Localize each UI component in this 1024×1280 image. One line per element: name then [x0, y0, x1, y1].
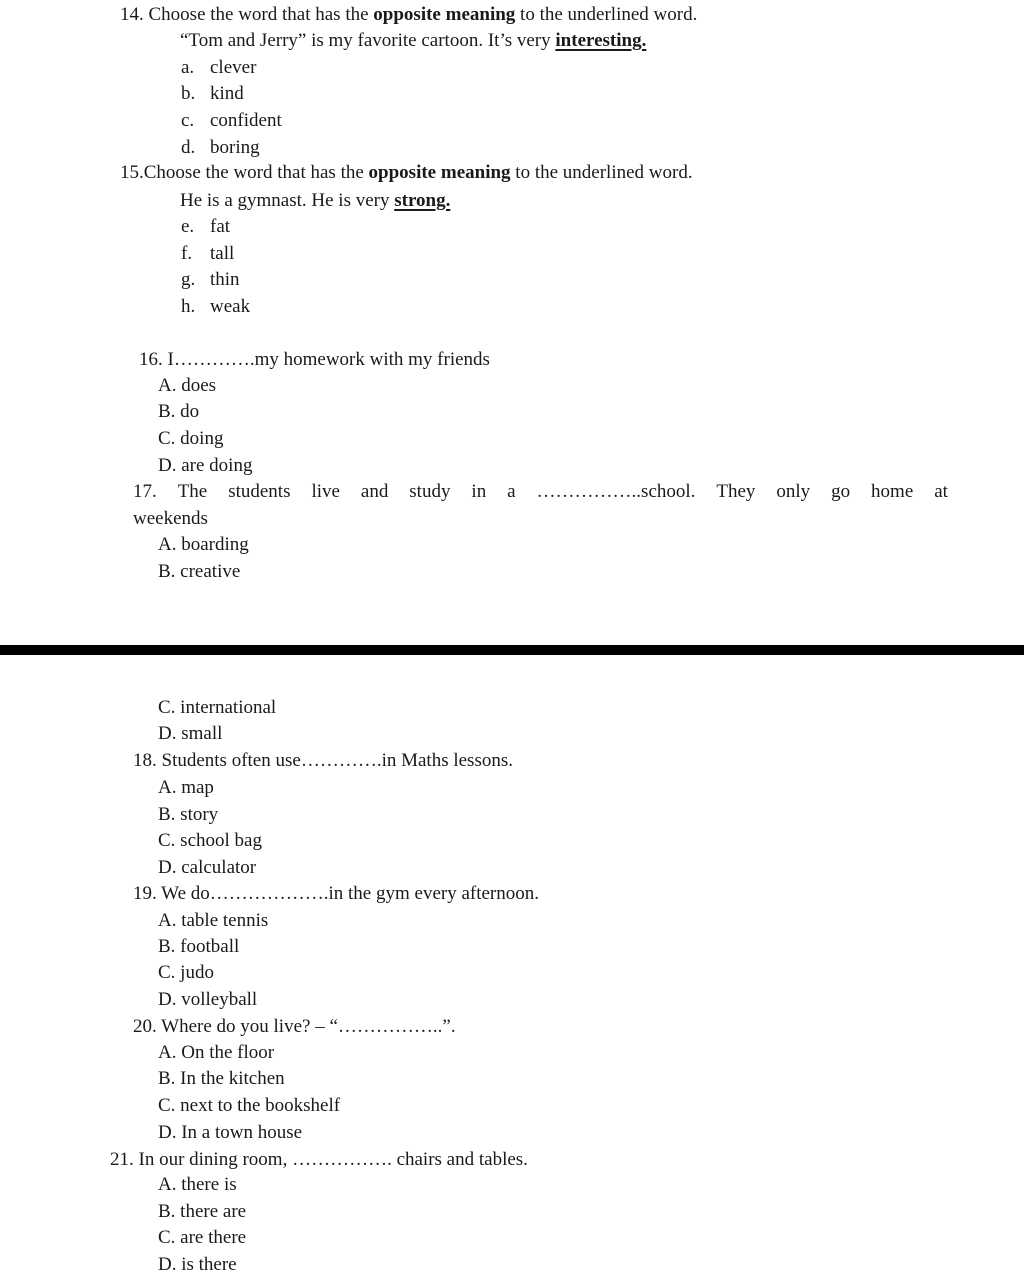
- q15-prompt-pre: Choose the word that has the: [143, 162, 364, 183]
- q19-option: A. table tennis: [158, 910, 269, 931]
- q16-option: A. does: [158, 375, 217, 396]
- q15-option: [181, 215, 230, 239]
- q14-option-marker: a.: [181, 57, 195, 78]
- q14-option-marker: d.: [181, 137, 196, 158]
- q14-prompt-pre: Choose the word that has the: [148, 4, 369, 25]
- q18-option: A. map: [158, 777, 214, 798]
- q15-prompt-post: to the underlined word.: [515, 162, 693, 183]
- q17-option: B. creative: [158, 561, 241, 582]
- q21-option: B. there are: [158, 1201, 247, 1222]
- q20-option: C. next to the bookshelf: [158, 1095, 341, 1116]
- q14-option: [181, 56, 256, 80]
- q18-stem: 18. Students often use………….in Maths lessons.: [133, 750, 513, 771]
- q19-stem: 19. We do……………….in the gym every afternoon.: [133, 883, 540, 904]
- q14-prompt-bold: opposite meaning: [373, 4, 516, 25]
- q17-word: home: [871, 481, 914, 502]
- q15-option-marker: e.: [181, 216, 195, 237]
- q14-option-marker: c.: [181, 110, 195, 131]
- q17-word: live: [311, 481, 340, 502]
- q19-option: D. volleyball: [158, 989, 258, 1010]
- q19-option: B. football: [158, 936, 240, 957]
- q14-option: [181, 82, 244, 106]
- q17-word: go: [831, 481, 851, 502]
- q17-word: and: [360, 481, 389, 502]
- q20-option: D. In a town house: [158, 1122, 303, 1143]
- q17-word: in: [471, 481, 487, 502]
- q21-option: D. is there: [158, 1254, 237, 1275]
- q15-option: [181, 242, 234, 266]
- q20-option: A. On the floor: [158, 1042, 275, 1063]
- q17-option: D. small: [158, 723, 223, 744]
- q17-option: C. international: [158, 697, 277, 718]
- q17-word: The: [177, 481, 208, 502]
- q15-option-text: weak: [210, 296, 251, 317]
- q16-option: D. are doing: [158, 455, 253, 476]
- q14-sentence-pre: “Tom and Jerry” is my favorite cartoon. It’s very: [180, 30, 551, 51]
- q14-number: 14.: [120, 4, 144, 25]
- q16-option: C. doing: [158, 428, 224, 449]
- q17-word: at: [934, 481, 948, 502]
- q14-option: [181, 109, 282, 133]
- q18-option: C. school bag: [158, 830, 262, 851]
- q15-underlined-word: strong.: [394, 190, 451, 211]
- q15-sentence: [180, 189, 450, 213]
- q21-stem: 21. In our dining room, ……………. chairs and tables.: [110, 1149, 528, 1170]
- q17-option: A. boarding: [158, 534, 249, 555]
- q16-option: B. do: [158, 401, 200, 422]
- q19-option: C. judo: [158, 962, 214, 983]
- q14-option-text: confident: [210, 110, 282, 131]
- q16-stem: 16. I………….my homework with my friends: [139, 349, 490, 370]
- q15-option-marker: g.: [181, 269, 196, 290]
- q18-option: B. story: [158, 804, 219, 825]
- q14-option-text: boring: [210, 137, 260, 158]
- q15-prompt: [120, 161, 693, 185]
- q17-word: 17.: [133, 481, 157, 502]
- q14-option-marker: b.: [181, 83, 196, 104]
- q17-word: study: [409, 481, 451, 502]
- q18-option: D. calculator: [158, 857, 257, 878]
- q15-option-marker: h.: [181, 296, 196, 317]
- q14-sentence: [180, 29, 646, 53]
- q14-underlined-word: interesting.: [555, 30, 647, 51]
- q17-word: only: [776, 481, 811, 502]
- q15-prompt-bold: opposite meaning: [368, 162, 511, 183]
- q21-option: C. are there: [158, 1227, 247, 1248]
- q20-stem: 20. Where do you live? – “……………..”.: [133, 1016, 456, 1037]
- page-divider: [0, 645, 1024, 655]
- q15-option-text: tall: [210, 243, 235, 264]
- q15-sentence-pre: He is a gymnast. He is very: [180, 190, 390, 211]
- q15-option-text: thin: [210, 269, 240, 290]
- q15-option: [181, 268, 240, 292]
- q15-option: [181, 295, 250, 319]
- q17-word: a: [507, 481, 516, 502]
- q14-option-text: kind: [210, 83, 244, 104]
- q14-prompt: [120, 3, 697, 27]
- q17-stem-line1: [133, 480, 948, 504]
- q15-option-text: fat: [210, 216, 231, 237]
- q14-option-text: clever: [210, 57, 257, 78]
- q17-stem-line2: weekends: [133, 508, 208, 529]
- q14-prompt-post: to the underlined word.: [520, 4, 698, 25]
- q17-word: students: [228, 481, 291, 502]
- q15-option-marker: f.: [181, 243, 193, 264]
- q17-word: ……………..school.: [536, 481, 696, 502]
- q15-number: 15.: [120, 162, 144, 183]
- q21-option: A. there is: [158, 1174, 237, 1195]
- q17-word: They: [716, 481, 756, 502]
- q14-option: [181, 136, 260, 160]
- q20-option: B. In the kitchen: [158, 1068, 285, 1089]
